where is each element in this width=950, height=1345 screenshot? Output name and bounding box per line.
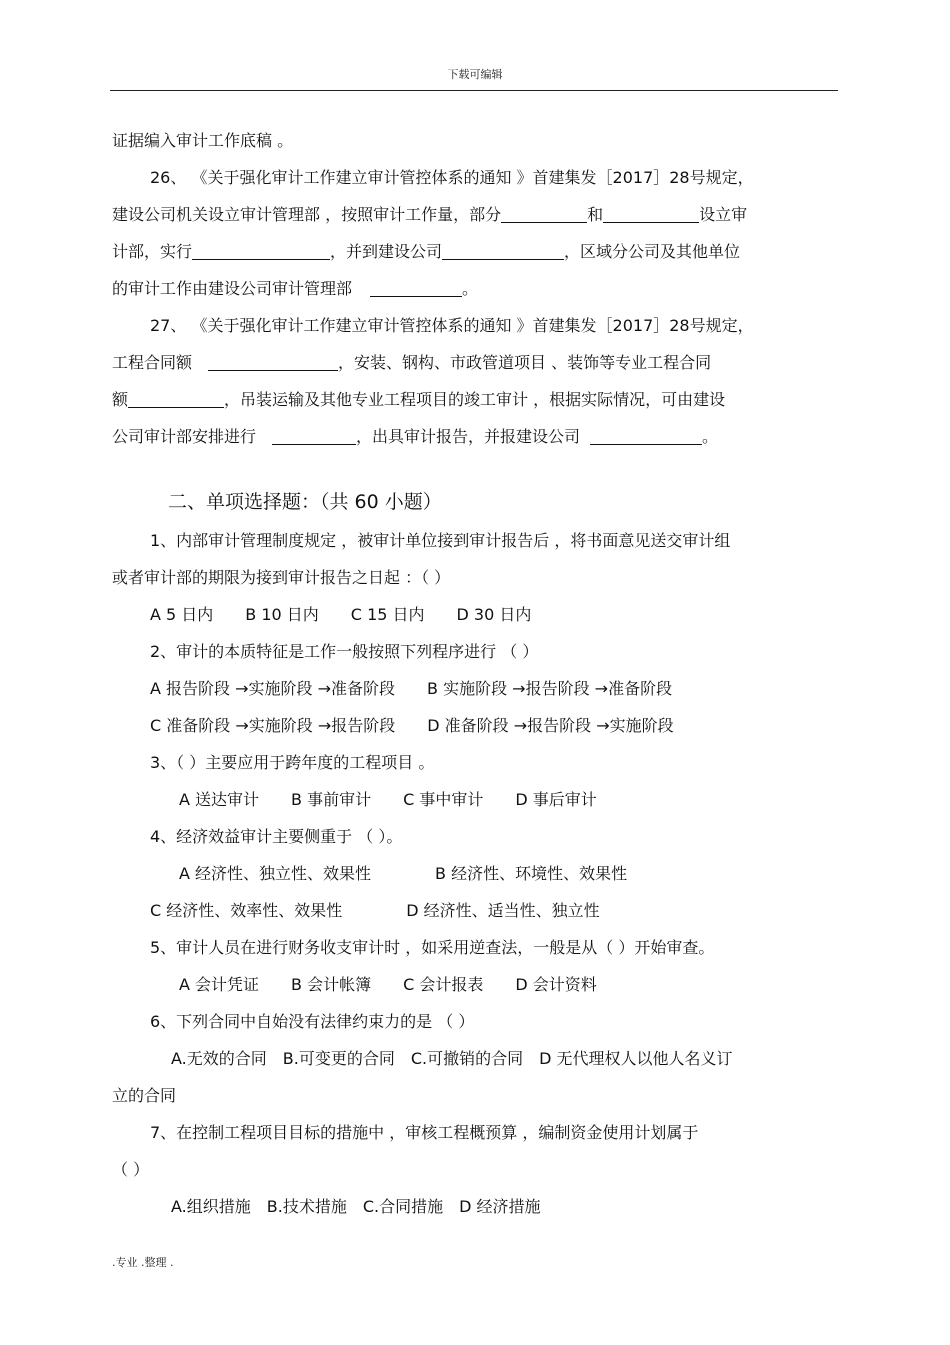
question-line: 3、（ ）主要应用于跨年度的工程项目 。: [150, 753, 435, 772]
text-segment: ，安装、钢构、市政管道项目 、装饰等专业工程合同: [338, 353, 712, 372]
text-segment: ，并到建设公司: [330, 242, 443, 261]
question-26-line-3: [112, 233, 838, 270]
answer-blank[interactable]: [501, 207, 587, 223]
answer-options: 立的合同: [112, 1086, 177, 1105]
answer-options: A.组织措施 B.技术措施 C.合同措施 D 经济措施: [171, 1197, 541, 1216]
text-segment: 工程合同额: [112, 353, 193, 372]
question-27-line-3: [112, 381, 838, 418]
answer-options: A 经济性、独立性、效果性 B 经济性、环境性、效果性: [179, 864, 628, 883]
question-26-line-4: [112, 270, 838, 307]
answer-blank[interactable]: [442, 244, 564, 260]
question-line: 2、审计的本质特征是工作一般按照下列程序进行 （ ）: [150, 642, 539, 661]
document-body: [112, 122, 838, 1225]
text-segment: 。: [702, 427, 719, 446]
answer-options: A 会计凭证 B 会计帐簿 C 会计报表 D 会计资料: [179, 975, 597, 994]
question-line: 或者审计部的期限为接到审计报告之日起 ：（ ）: [112, 568, 451, 587]
answer-blank[interactable]: [192, 244, 330, 260]
text-segment: ，区域分公司及其他单位: [564, 242, 741, 261]
answer-blank[interactable]: [603, 207, 699, 223]
question-line: 5、审计人员在进行财务收支审计时 ，如采用逆查法，一般是从（ ）开始审查。: [150, 938, 715, 957]
answer-options: A 报告阶段 →实施阶段 →准备阶段 B 实施阶段 →报告阶段 →准备阶段: [150, 679, 673, 698]
question-line: （ ）: [112, 1160, 150, 1179]
question-line: 6、下列合同中自始没有法律约束力的是 （ ）: [150, 1012, 475, 1031]
question-27-line-1: 27、 《关于强化审计工作建立审计管控体系的通知 》首建集发［2017］28号规定，: [150, 316, 754, 335]
answer-blank[interactable]: [208, 355, 338, 371]
answer-blank[interactable]: [272, 429, 356, 445]
text-segment: ，出具审计报告，并报建设公司: [356, 427, 581, 446]
section-title: 二、单项选择题：（共 60 小题）: [168, 491, 442, 513]
question-line: 1、内部审计管理制度规定 ，被审计单位接到审计报告后 ，将书面意见送交审计组: [150, 531, 731, 550]
text-segment: 额: [112, 390, 129, 409]
answer-options: C 准备阶段 →实施阶段 →报告阶段 D 准备阶段 →报告阶段 →实施阶段: [150, 716, 674, 735]
question-26-line-2: [112, 196, 838, 233]
answer-options: A 5 日内 B 10 日内 C 15 日内 D 30 日内: [150, 605, 532, 624]
answer-blank[interactable]: [128, 392, 224, 408]
text-segment: 的审计工作由建设公司审计管理部: [112, 279, 353, 298]
answer-options: C 经济性、效率性、效果性 D 经济性、适当性、独立性: [150, 901, 600, 920]
text-line: 证据编入审计工作底稿 。: [112, 131, 294, 150]
text-segment: 和: [587, 205, 604, 224]
text-segment: 公司审计部安排进行: [112, 427, 257, 446]
page-header: 下载可编辑: [447, 68, 503, 81]
text-segment: 计部，实行: [112, 242, 193, 261]
text-segment: 设立审: [699, 205, 748, 224]
header-divider: [110, 90, 838, 91]
question-27-line-4: [112, 418, 838, 455]
text-segment: 。: [462, 279, 479, 298]
question-26-line-1: 26、 《关于强化审计工作建立审计管控体系的通知 》首建集发［2017］28号规定，: [150, 168, 754, 187]
question-line: 7、在控制工程项目目标的措施中 ，审核工程概预算 ，编制资金使用计划属于: [150, 1123, 699, 1142]
text-segment: ，吊装运输及其他专业工程项目的竣工审计 ，根据实际情况，可由建设: [224, 390, 726, 409]
page-footer: .专业 .整理 .: [112, 1256, 174, 1269]
answer-blank[interactable]: [370, 281, 462, 297]
question-line: 4、经济效益审计主要侧重于 （ ）。: [150, 827, 403, 846]
answer-options: A 送达审计 B 事前审计 C 事中审计 D 事后审计: [179, 790, 597, 809]
answer-blank[interactable]: [590, 429, 702, 445]
text-segment: 建设公司机关设立审计管理部 ，按照审计工作量，部分: [112, 205, 502, 224]
question-27-line-2: [112, 344, 838, 381]
answer-options: A.无效的合同 B.可变更的合同 C.可撤销的合同 D 无代理权人以他人名义订: [171, 1049, 733, 1068]
